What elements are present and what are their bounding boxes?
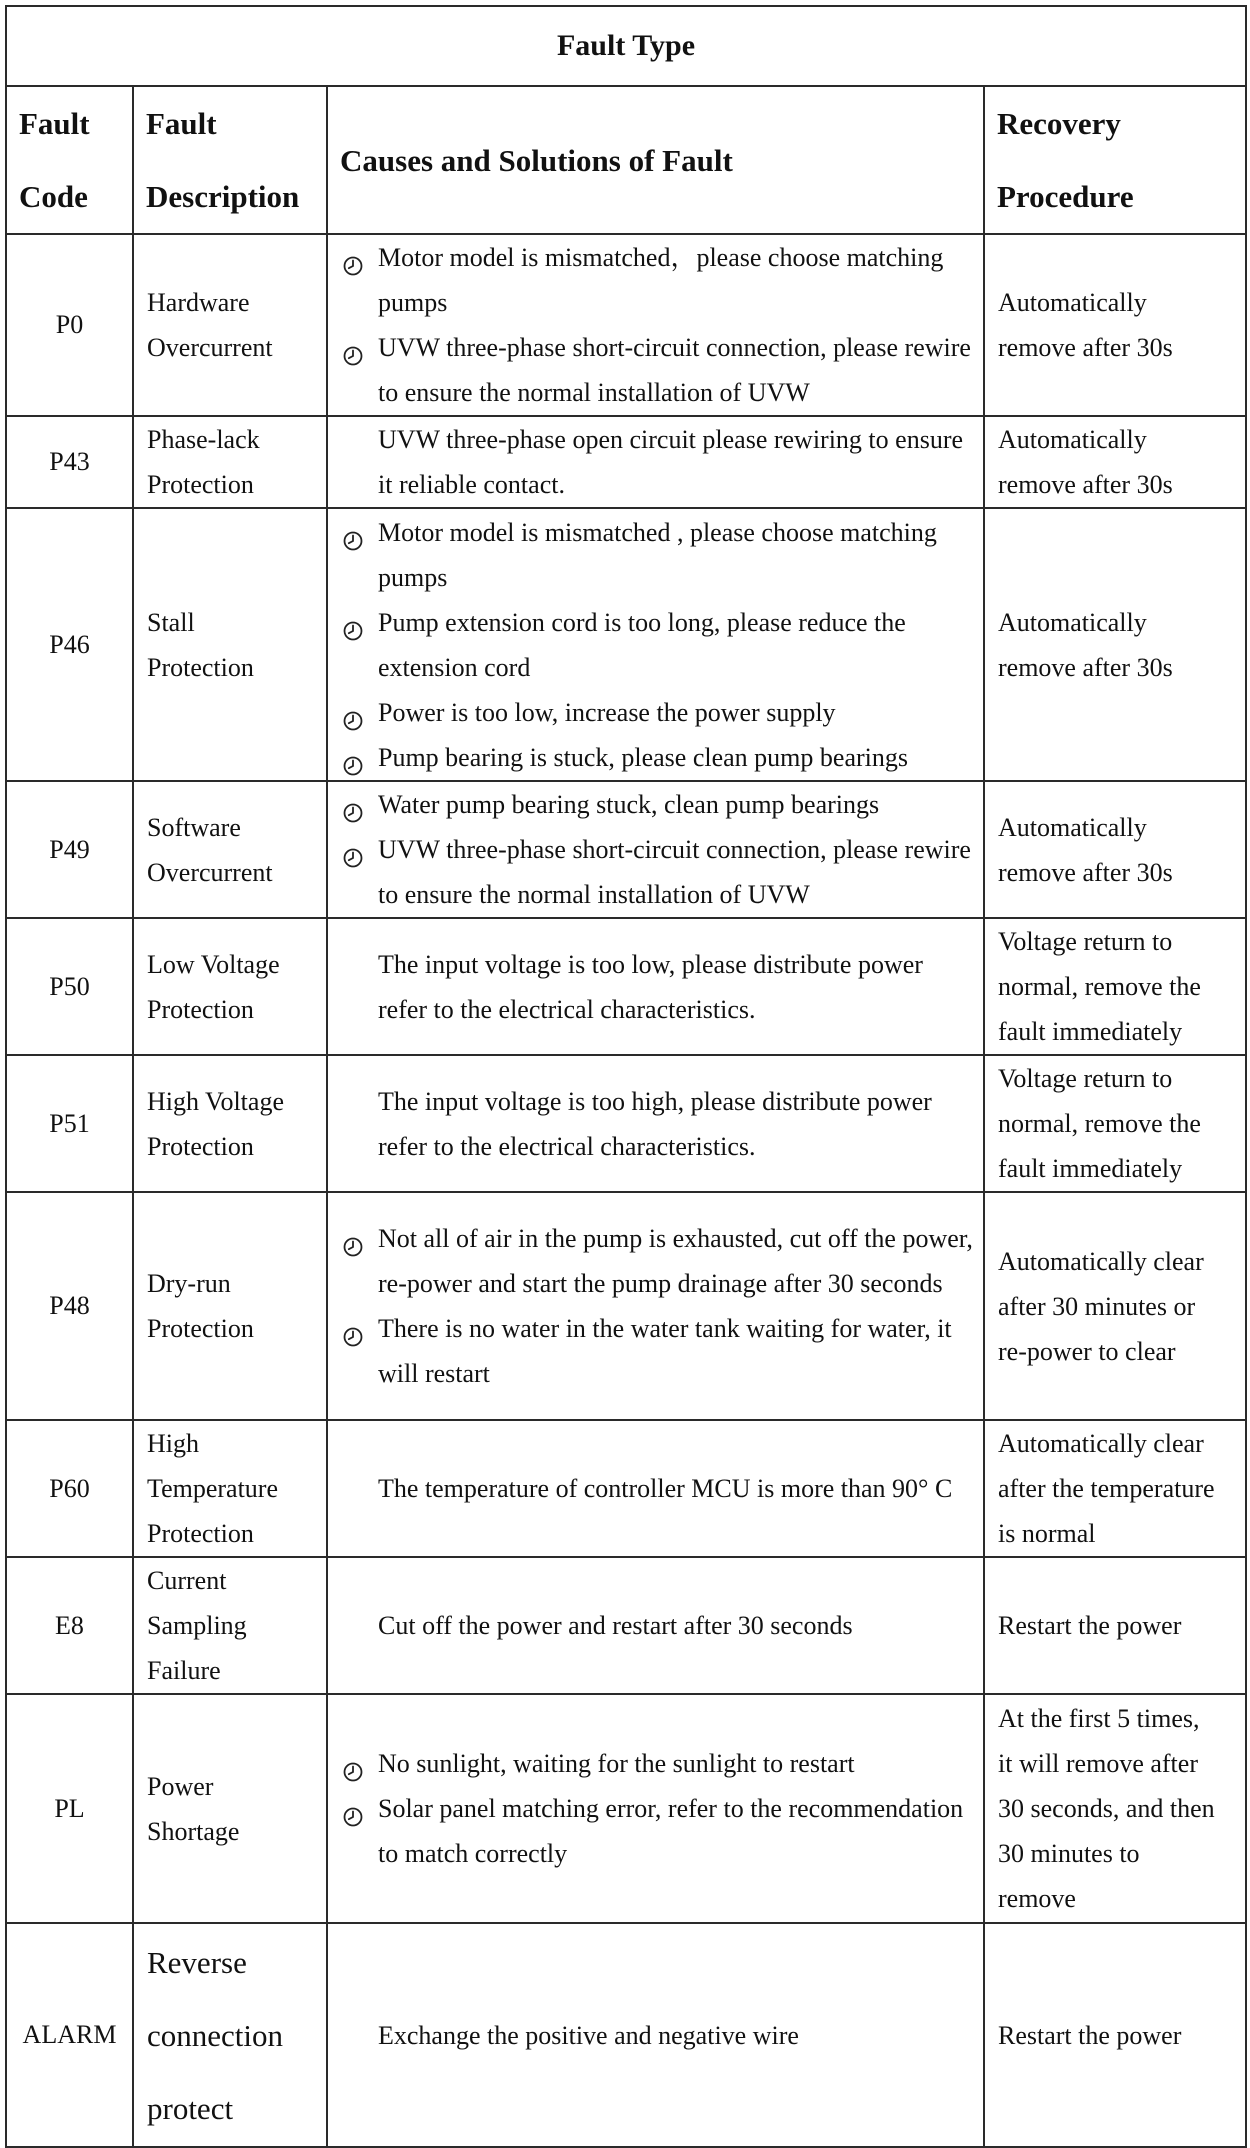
fault-description-line: Power xyxy=(147,1771,214,1801)
fault-causes xyxy=(327,918,984,1055)
cause-item xyxy=(342,735,975,780)
cause-text: There is no water in the water tank waiting for water, it will restart xyxy=(378,1314,952,1388)
recovery-line: normal, remove the xyxy=(998,972,1201,1001)
fault-causes xyxy=(327,1923,984,2147)
cause-item xyxy=(342,690,975,735)
fault-causes xyxy=(327,1192,984,1420)
header-fault-code-line: Fault xyxy=(19,106,90,141)
cause-text: The input voltage is too high, please distribute power refer to the electrical characteristics. xyxy=(378,1086,932,1161)
clock-icon xyxy=(342,1797,364,1819)
header-recovery-line: Procedure xyxy=(997,179,1134,214)
recovery-procedure xyxy=(984,1420,1246,1557)
cause-item xyxy=(342,782,975,827)
fault-code: P51 xyxy=(6,1055,133,1192)
recovery-line: fault immediately xyxy=(998,1154,1183,1183)
cause-item xyxy=(342,1741,975,1786)
cause-text: UVW three-phase short-circuit connection, please rewire to ensure the normal installation of UVW xyxy=(378,835,971,909)
fault-description xyxy=(133,1923,327,2147)
table-row xyxy=(6,234,1246,416)
fault-description xyxy=(133,781,327,918)
fault-description-line: connection xyxy=(147,2017,284,2053)
recovery-line: it will remove after xyxy=(998,1749,1198,1778)
clock-icon xyxy=(342,1752,364,1774)
fault-causes xyxy=(327,416,984,508)
fault-description-line: Protection xyxy=(147,470,254,499)
header-fault-code xyxy=(6,86,133,234)
fault-code: P49 xyxy=(6,781,133,918)
cause-item xyxy=(342,510,975,600)
fault-code: E8 xyxy=(6,1557,133,1694)
clock-icon xyxy=(342,246,364,268)
recovery-procedure xyxy=(984,1055,1246,1192)
clock-icon xyxy=(342,838,364,860)
cause-text: Pump extension cord is too long, please reduce the extension cord xyxy=(378,607,906,682)
fault-causes xyxy=(327,1420,984,1557)
table-row xyxy=(6,1694,1246,1923)
fault-description-line: Protection xyxy=(147,1314,254,1343)
fault-description-line: Current xyxy=(147,1566,227,1595)
recovery-procedure xyxy=(984,918,1246,1055)
fault-description xyxy=(133,1694,327,1923)
fault-description-line: High Voltage xyxy=(147,1086,284,1116)
fault-code: ALARM xyxy=(6,1923,133,2147)
fault-description-line: Shortage xyxy=(147,1816,240,1846)
title-row xyxy=(6,6,1246,86)
cause-item xyxy=(342,827,975,917)
cause-text: Water pump bearing stuck, clean pump bearings xyxy=(378,790,880,819)
fault-description-line: Low Voltage xyxy=(147,949,280,979)
fault-code: P48 xyxy=(6,1192,133,1420)
fault-code: P60 xyxy=(6,1420,133,1557)
table-row xyxy=(6,1055,1246,1192)
header-row xyxy=(6,86,1246,234)
fault-description-line: Temperature xyxy=(147,1474,278,1503)
recovery-line: Automatically xyxy=(998,812,1147,842)
cause-text: Not all of air in the pump is exhausted, cut off the power, re-power and start the pump drainage after 30 seconds xyxy=(378,1224,973,1298)
fault-description-line: Dry-run xyxy=(147,1269,231,1298)
recovery-line: remove after 30s xyxy=(998,857,1173,887)
fault-description xyxy=(133,1055,327,1192)
recovery-line: At the first 5 times, xyxy=(998,1704,1200,1733)
recovery-line: Voltage return to xyxy=(998,1064,1173,1093)
header-fault-description-line: Description xyxy=(146,179,300,214)
recovery-line: remove xyxy=(998,1884,1076,1913)
table-row xyxy=(6,508,1246,781)
recovery-line: Restart the power xyxy=(998,1611,1182,1640)
table-row xyxy=(6,1192,1246,1420)
table-row xyxy=(6,416,1246,508)
clock-icon xyxy=(342,1227,364,1249)
fault-description xyxy=(133,508,327,781)
fault-code: PL xyxy=(6,1694,133,1923)
fault-description-line: Hardware xyxy=(147,288,250,317)
cause-text: Exchange the positive and negative wire xyxy=(378,2020,799,2050)
cause-item xyxy=(342,2013,975,2058)
cause-text: Pump bearing is stuck, please clean pump bearings xyxy=(378,742,908,772)
table-row xyxy=(6,781,1246,918)
fault-causes xyxy=(327,1557,984,1694)
fault-description-line: Protection xyxy=(147,1519,254,1548)
recovery-line: Automatically xyxy=(998,607,1147,637)
table-row xyxy=(6,1420,1246,1557)
recovery-line: is normal xyxy=(998,1519,1096,1548)
cause-text: Motor model is mismatched , please choose matching pumps xyxy=(378,517,937,592)
clock-icon xyxy=(342,746,364,768)
fault-description xyxy=(133,918,327,1055)
clock-icon xyxy=(342,793,364,815)
cause-text: Power is too low, increase the power supply xyxy=(378,697,836,727)
header-fault-description-line: Fault xyxy=(146,106,217,141)
recovery-line: Automatically clear xyxy=(998,1429,1204,1458)
clock-icon xyxy=(342,1317,364,1339)
fault-code: P0 xyxy=(6,234,133,416)
recovery-line: re-power to clear xyxy=(998,1336,1176,1366)
recovery-procedure xyxy=(984,1694,1246,1923)
table-title: Fault Type xyxy=(6,6,1246,86)
fault-description-line: Protection xyxy=(147,994,254,1024)
cause-text: UVW three-phase short-circuit connection, please rewire to ensure the normal installation of UVW xyxy=(378,333,971,407)
fault-description-line: Overcurrent xyxy=(147,333,273,362)
recovery-procedure xyxy=(984,1923,1246,2147)
recovery-line: 30 seconds, and then xyxy=(998,1794,1215,1823)
fault-causes xyxy=(327,781,984,918)
header-causes: Causes and Solutions of Fault xyxy=(327,86,984,234)
cause-text: UVW three-phase open circuit please rewiring to ensure it reliable contact. xyxy=(378,425,964,499)
recovery-line: normal, remove the xyxy=(998,1109,1201,1138)
cause-text: Solar panel matching error, refer to the recommendation to match correctly xyxy=(378,1794,964,1868)
fault-description xyxy=(133,1420,327,1557)
cause-text: Cut off the power and restart after 30 seconds xyxy=(378,1611,853,1640)
table-row xyxy=(6,918,1246,1055)
recovery-line: Voltage return to xyxy=(998,927,1173,956)
fault-description-line: Overcurrent xyxy=(147,857,273,887)
cause-item xyxy=(342,600,975,690)
fault-code: P43 xyxy=(6,416,133,508)
cause-item xyxy=(342,325,975,415)
fault-code: P50 xyxy=(6,918,133,1055)
cause-item xyxy=(342,417,975,507)
table-row xyxy=(6,1557,1246,1694)
cause-text: No sunlight, waiting for the sunlight to restart xyxy=(378,1749,855,1778)
fault-causes xyxy=(327,1055,984,1192)
clock-icon xyxy=(342,521,364,543)
recovery-line: after the temperature xyxy=(998,1474,1215,1503)
fault-causes xyxy=(327,508,984,781)
recovery-procedure xyxy=(984,508,1246,781)
recovery-line: 30 minutes to xyxy=(998,1839,1140,1868)
recovery-line: remove after 30s xyxy=(998,652,1173,682)
clock-icon xyxy=(342,701,364,723)
fault-description xyxy=(133,1557,327,1694)
recovery-line: fault immediately xyxy=(998,1017,1183,1046)
recovery-procedure xyxy=(984,1192,1246,1420)
fault-causes xyxy=(327,1694,984,1923)
fault-description-line: High xyxy=(147,1429,199,1458)
cause-item xyxy=(342,1786,975,1876)
fault-description-line: Stall xyxy=(147,607,195,637)
cause-item xyxy=(342,1079,975,1169)
header-recovery-line: Recovery xyxy=(997,106,1121,141)
recovery-procedure xyxy=(984,416,1246,508)
fault-description-line: protect xyxy=(147,2090,234,2126)
fault-description-line: Failure xyxy=(147,1656,221,1685)
header-fault-code-line: Code xyxy=(19,179,88,214)
cause-text: Motor model is mismatched，please choose matching pumps xyxy=(378,243,944,317)
cause-item xyxy=(342,1306,975,1396)
recovery-line: Automatically clear xyxy=(998,1246,1204,1276)
fault-description-line: Sampling xyxy=(147,1611,247,1640)
fault-description-line: Reverse xyxy=(147,1944,247,1980)
cause-text: The temperature of controller MCU is more than 90° C xyxy=(378,1474,953,1503)
fault-description-line: Phase-lack xyxy=(147,425,260,454)
cause-item xyxy=(342,1466,975,1511)
recovery-line: Automatically xyxy=(998,288,1147,317)
recovery-procedure xyxy=(984,1557,1246,1694)
fault-description xyxy=(133,1192,327,1420)
fault-description-line: Protection xyxy=(147,1131,254,1161)
table-row xyxy=(6,1923,1246,2147)
fault-causes xyxy=(327,234,984,416)
recovery-procedure xyxy=(984,234,1246,416)
fault-type-table xyxy=(5,5,1247,2148)
header-recovery xyxy=(984,86,1246,234)
fault-description xyxy=(133,416,327,508)
recovery-line: remove after 30s xyxy=(998,470,1173,499)
fault-description-line: Software xyxy=(147,812,241,842)
cause-text: The input voltage is too low, please distribute power refer to the electrical characteristics. xyxy=(378,949,923,1024)
header-fault-description xyxy=(133,86,327,234)
fault-code: P46 xyxy=(6,508,133,781)
cause-item xyxy=(342,1603,975,1648)
recovery-line: after 30 minutes or xyxy=(998,1291,1196,1321)
fault-description-line: Protection xyxy=(147,652,254,682)
clock-icon xyxy=(342,611,364,633)
recovery-line: Automatically xyxy=(998,425,1147,454)
cause-item xyxy=(342,942,975,1032)
recovery-procedure xyxy=(984,781,1246,918)
cause-item xyxy=(342,235,975,325)
clock-icon xyxy=(342,336,364,358)
cause-item xyxy=(342,1216,975,1306)
recovery-line: remove after 30s xyxy=(998,333,1173,362)
fault-description xyxy=(133,234,327,416)
recovery-line: Restart the power xyxy=(998,2020,1182,2050)
